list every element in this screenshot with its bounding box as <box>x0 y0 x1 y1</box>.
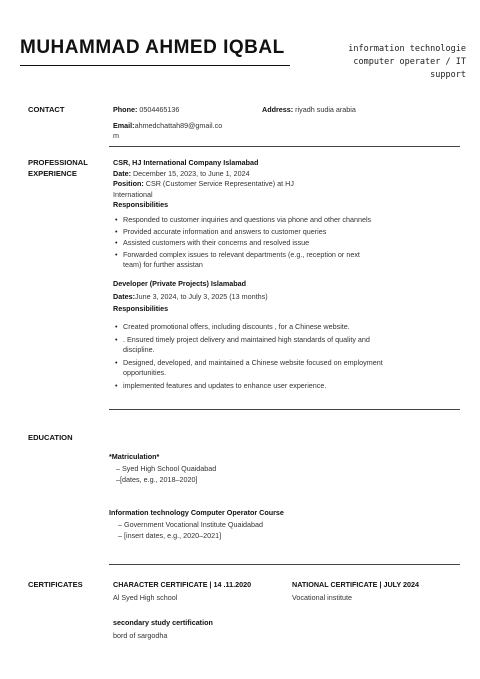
job-1-date-label: Date: <box>113 168 131 178</box>
phone-label: Phone: <box>113 105 138 114</box>
job-1-date-value: December 15, 2023, to June 1, 2024 <box>132 168 250 178</box>
list-item <box>113 335 443 356</box>
education-item-2-title: Information technology Computer Operator Course <box>109 508 284 517</box>
certificate-3-issuer: bord of sargodha <box>113 630 168 640</box>
list-item: • Assisted customers with their concerns and resolved issue <box>113 238 443 249</box>
job-2-date-label: Dates: <box>113 291 135 301</box>
certificate-2 <box>292 580 462 603</box>
address-row <box>262 105 356 116</box>
address-label: Address: <box>262 105 294 114</box>
experience-heading-line: PROFESSIONAL <box>28 158 88 167</box>
section-divider <box>109 146 460 147</box>
section-divider <box>109 564 460 565</box>
certificate-2-title: NATIONAL CERTIFICATE | JULY 2024 <box>292 580 420 589</box>
experience-heading <box>28 158 88 179</box>
certificate-1-title: CHARACTER CERTIFICATE | 14 .11.2020 <box>113 580 252 589</box>
certificate-1 <box>113 580 283 603</box>
job-1-position-cont: International <box>113 189 153 199</box>
address-value: riyadh sudia arabia <box>295 105 356 114</box>
job-2-date-value: June 3, 2024, to July 3, 2025 (13 months) <box>134 291 268 301</box>
education-item-1 <box>109 452 409 486</box>
list-item-text-cont: opportunities. <box>123 368 167 378</box>
certificate-2-issuer: Vocational institute <box>292 592 352 602</box>
job-1-responsibilities <box>113 215 443 271</box>
list-item: • Provided accurate information and answers to customer queries <box>113 227 443 238</box>
education-heading: EDUCATION <box>28 433 73 442</box>
list-item-text: Designed, developed, and maintained a Chinese website focused on employment <box>123 357 383 367</box>
list-item: • Responded to customer inquiries and questions via phone and other channels <box>113 215 443 226</box>
list-item <box>113 358 443 379</box>
job-title <box>316 43 466 82</box>
education-item-1-title: *Matriculation* <box>109 452 160 461</box>
email-row[interactable] <box>113 121 253 132</box>
email-value[interactable]: ahmedchattah89@gmail.co <box>134 120 223 130</box>
certificates-heading: CERTIFICATES <box>28 580 83 589</box>
job-2-title: Developer (Private Projects) Islamabad <box>113 279 247 288</box>
job-2-date <box>113 292 433 303</box>
job-title-line: support <box>430 70 466 80</box>
list-item-text: Forwarded complex issues to relevant departments (e.g., reception or next <box>123 249 360 259</box>
email-value-cont[interactable]: m <box>113 131 119 141</box>
list-item: • implemented features and updates to enhance user experience. <box>113 381 443 392</box>
list-item <box>113 250 443 271</box>
list-item: • Created promotional offers, including discounts , for a Chinese website. <box>113 322 443 333</box>
certificate-1-issuer: Al Syed High school <box>113 592 178 602</box>
job-title-line: information technologie <box>348 44 466 54</box>
job-1-position <box>113 179 433 190</box>
certificate-3 <box>113 618 283 641</box>
contact-details <box>113 105 253 142</box>
education-item-2-dates: – [insert dates, e.g., 2020–2021] <box>118 531 222 541</box>
education-item-1-dates: –[dates, e.g., 2018–2020] <box>116 475 198 485</box>
candidate-name: MUHAMMAD AHMED IQBAL <box>20 37 285 58</box>
certificate-3-title: secondary study certification <box>113 618 213 627</box>
phone-value[interactable]: 0504465136 <box>139 105 180 114</box>
job-1-responsibilities-heading: Responsibilities <box>113 200 169 210</box>
education-item-2 <box>109 508 409 542</box>
name-underline <box>20 65 290 66</box>
job-2-responsibilities <box>113 322 443 392</box>
education-item-2-school: – Government Vocational Institute Quaidabad <box>118 519 264 529</box>
education-item-1-school: – Syed High School Quaidabad <box>116 463 217 473</box>
contact-heading: CONTACT <box>28 105 65 114</box>
job-2-responsibilities-heading: Responsibilities <box>113 304 169 314</box>
job-1 <box>113 158 433 211</box>
list-item-text: . Ensured timely project delivery and maintained high standards of quality and <box>123 334 370 344</box>
job-1-title: CSR, HJ International Company Islamabad <box>113 158 259 167</box>
list-item-text-cont: team) for further assistan <box>123 260 203 270</box>
job-1-date <box>113 169 433 180</box>
list-item-text-cont: discipline. <box>123 345 155 355</box>
job-1-position-value: CSR (Customer Service Representative) at HJ <box>145 179 294 189</box>
experience-heading-line: EXPERIENCE <box>28 168 77 178</box>
job-title-line: computer operater / IT <box>353 57 466 67</box>
email-label: Email: <box>113 120 135 130</box>
section-divider <box>109 409 460 410</box>
phone-row <box>113 105 253 116</box>
job-1-position-label: Position: <box>113 179 144 189</box>
job-2 <box>113 279 433 315</box>
